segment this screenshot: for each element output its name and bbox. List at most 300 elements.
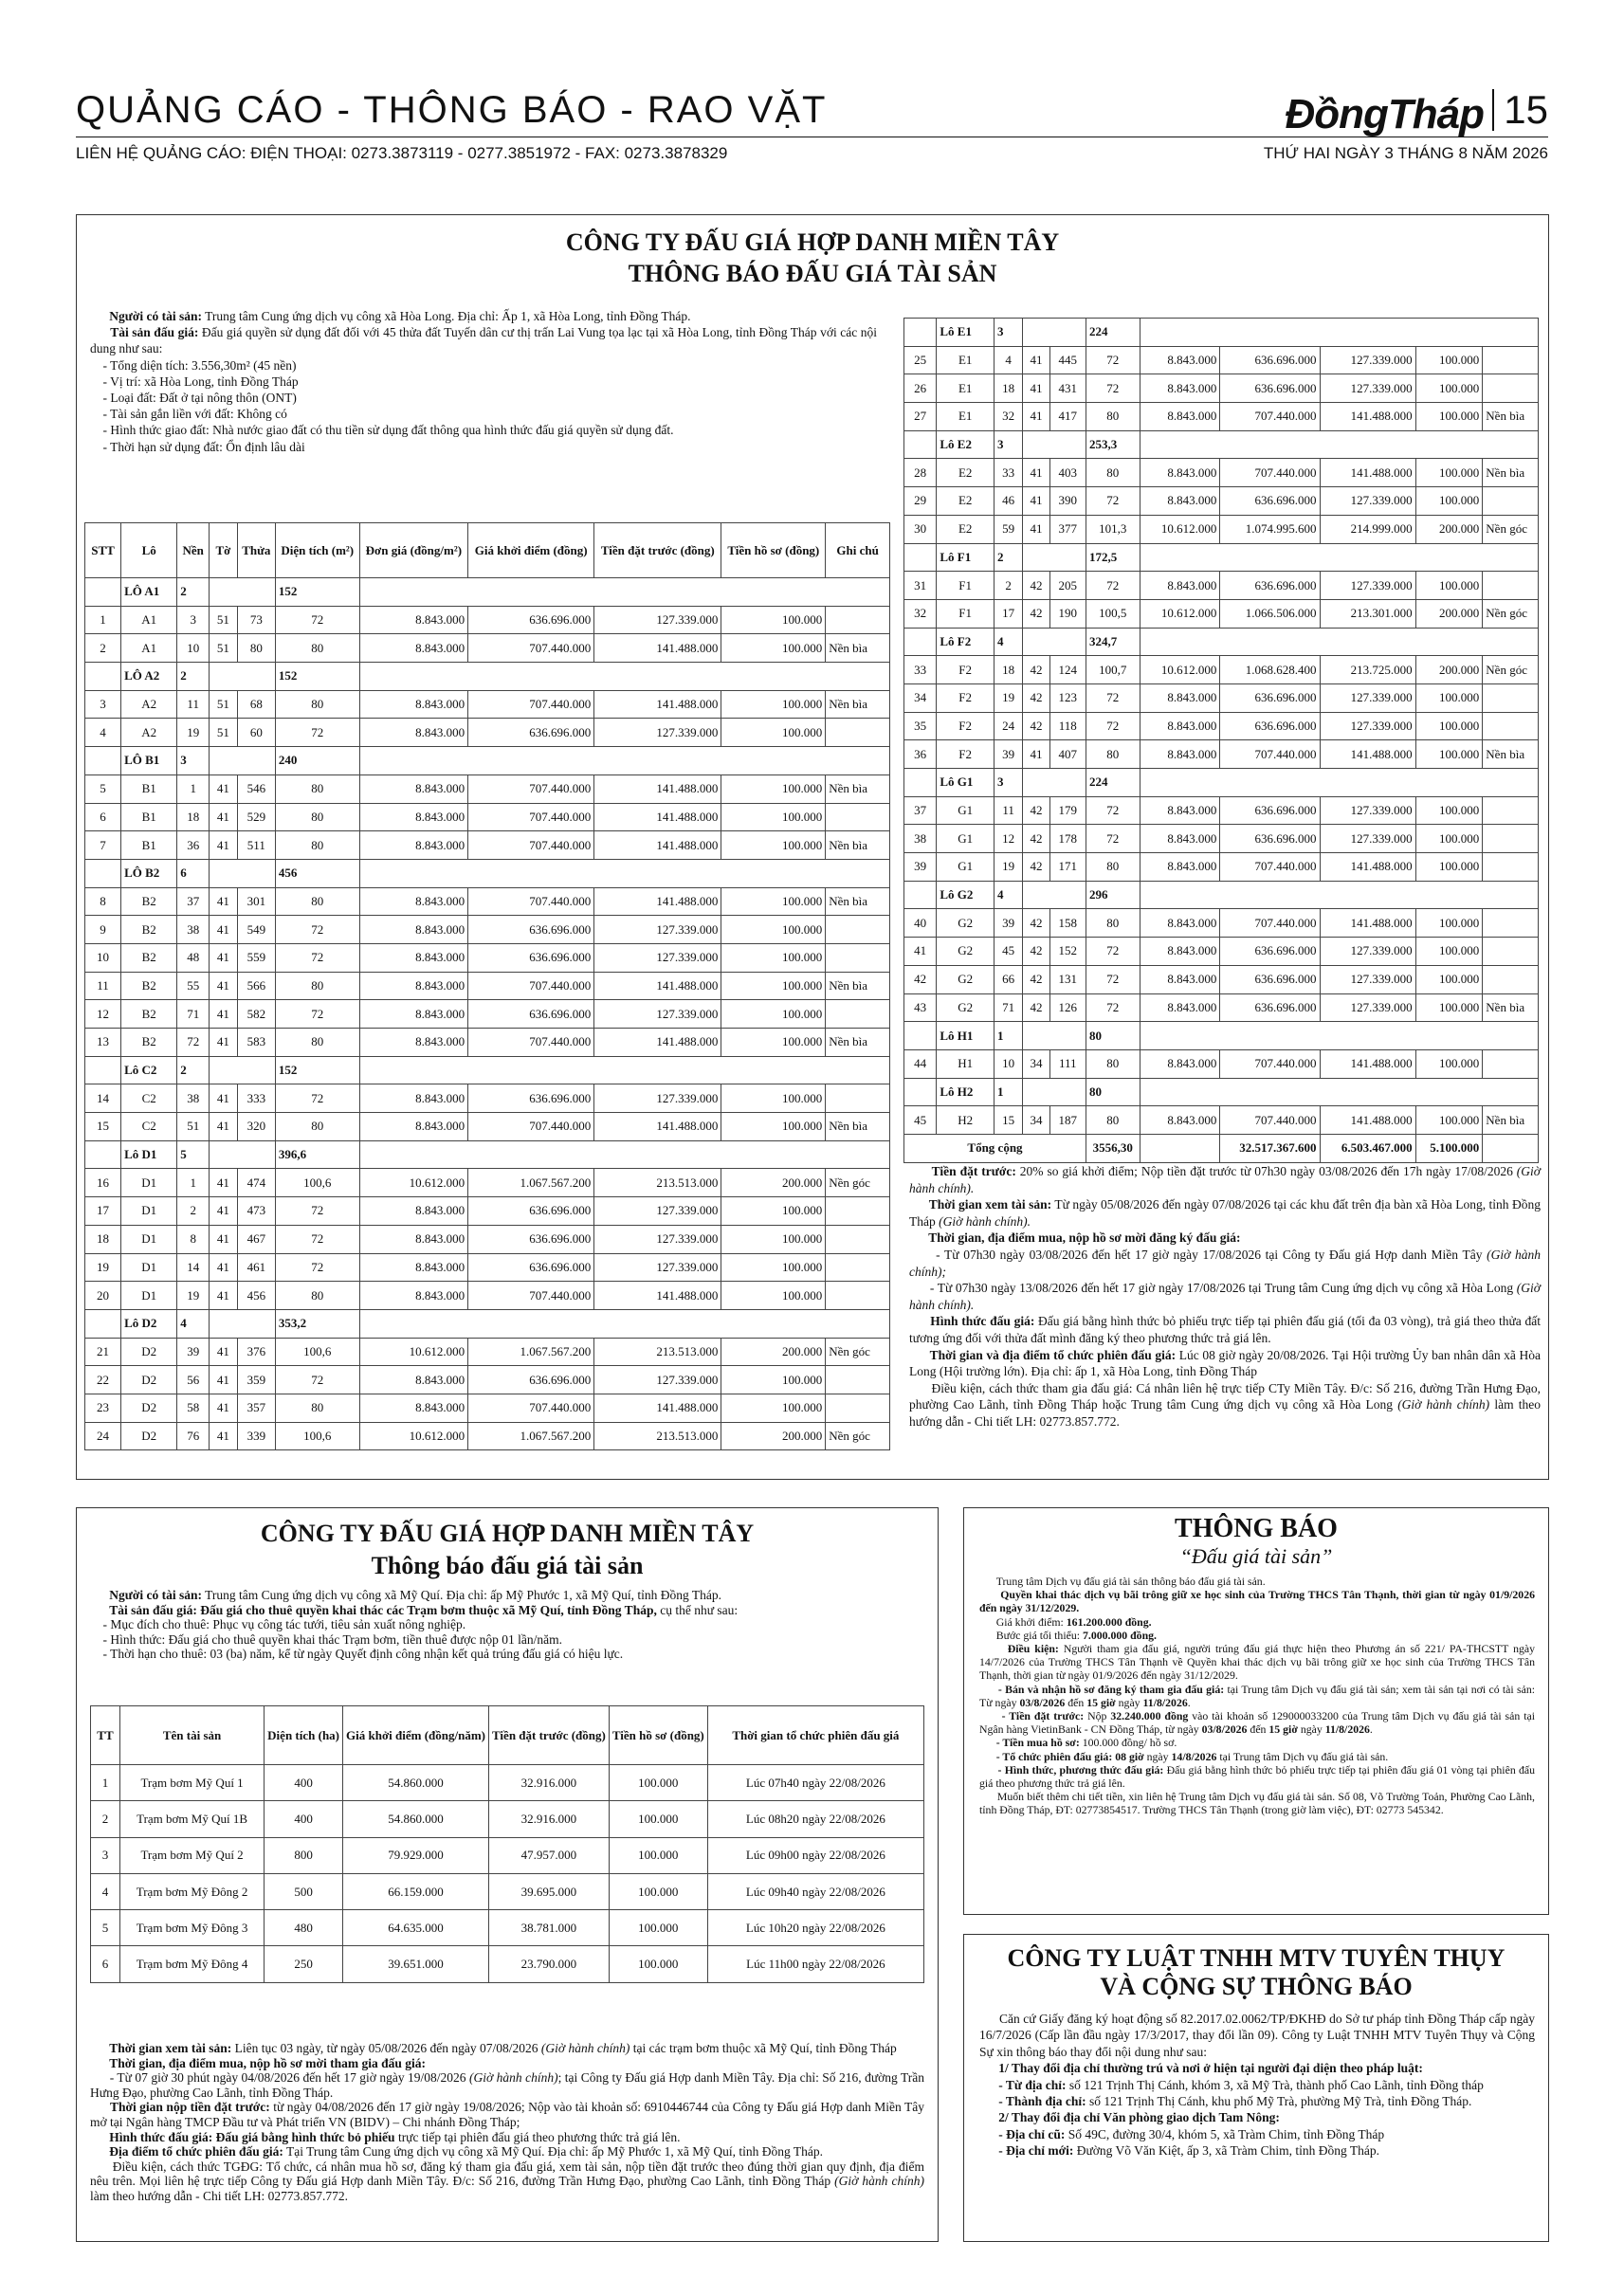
table-cell: 5	[91, 1910, 120, 1946]
table-cell: 72	[275, 606, 359, 634]
table-cell	[1140, 319, 1538, 347]
auction-notice-hoa-long	[76, 214, 1549, 1480]
table-cell: 22	[85, 1366, 121, 1394]
table-cell: 66	[994, 965, 1022, 993]
table-cell: 707.440.000	[468, 690, 594, 719]
table-cell: 190	[1049, 599, 1086, 628]
table-cell: 8.843.000	[359, 1000, 468, 1029]
table-cell: 213.301.000	[1320, 599, 1415, 628]
table-cell: 42	[1023, 683, 1049, 712]
group-count: 3	[994, 769, 1022, 797]
column-header: Diện tích (ha)	[265, 1706, 343, 1765]
table-cell: 339	[237, 1422, 275, 1450]
table-cell: 42	[1023, 796, 1049, 825]
table-cell	[359, 663, 889, 691]
total-start-price: 32.517.367.600	[1220, 1134, 1320, 1162]
group-area: 296	[1086, 881, 1140, 909]
table-cell	[1140, 543, 1538, 572]
notice-title: CÔNG TY ĐẤU GIÁ HỢP DANH MIỀN TÂY Thông báo đấu giá tài sản	[260, 1520, 755, 1579]
column-header: Thời gian tổ chức phiên đấu giá	[707, 1706, 923, 1765]
table-row	[85, 1253, 890, 1282]
table-cell	[1023, 543, 1086, 572]
table-cell: 34	[1023, 1106, 1049, 1135]
table-cell	[1483, 374, 1539, 403]
table-cell: 80	[1086, 740, 1140, 769]
group-count: 5	[177, 1140, 210, 1169]
table-cell	[1140, 1078, 1538, 1106]
table-cell: 124	[1049, 656, 1086, 684]
group-label: LÔ A1	[121, 578, 177, 607]
table-cell: 100.000	[1415, 1049, 1483, 1078]
table-cell	[826, 1366, 890, 1394]
table-cell: 178	[1049, 825, 1086, 853]
table-cell: 45	[994, 938, 1022, 966]
table-cell: 127.339.000	[594, 1253, 721, 1282]
table-cell: 100.000	[1415, 993, 1483, 1022]
table-cell: 8.843.000	[1140, 740, 1220, 769]
table-cell: 42	[1023, 938, 1049, 966]
table-cell: 80	[275, 1113, 359, 1141]
table-cell: 3	[91, 1837, 120, 1873]
table-cell: 100,7	[1086, 656, 1140, 684]
table-cell: 141.488.000	[594, 634, 721, 663]
table-cell: 37	[904, 796, 937, 825]
table-cell: 1.067.567.200	[468, 1338, 594, 1366]
group-area: 224	[1086, 769, 1140, 797]
table-cell: B2	[121, 972, 177, 1000]
table-cell: 72	[275, 1225, 359, 1253]
group-label: LÔ B1	[121, 747, 177, 775]
table-cell	[904, 881, 937, 909]
table-cell	[826, 719, 890, 747]
table-cell: 80	[1086, 909, 1140, 938]
table-cell	[210, 1309, 276, 1338]
group-count: 2	[177, 578, 210, 607]
table-cell: 13	[85, 1029, 121, 1057]
table-cell	[904, 543, 937, 572]
group-label: Lô E1	[937, 319, 994, 347]
table-cell	[1023, 1078, 1086, 1106]
table-cell	[359, 859, 889, 887]
table-cell: 8	[177, 1225, 210, 1253]
table-cell: Nền bìa	[1483, 403, 1539, 431]
table-cell: 8.843.000	[1140, 374, 1220, 403]
table-cell: 71	[994, 993, 1022, 1022]
table-row	[85, 578, 890, 607]
table-cell: F1	[937, 572, 994, 600]
table-cell	[826, 943, 890, 972]
table-cell: G2	[937, 909, 994, 938]
table-row	[904, 938, 1539, 966]
paragraph: Thời gian xem tài sản: Từ ngày 05/08/2026 đến ngày 07/08/2026 tại các khu đất trên địa bàn xã Hòa Long, tỉnh Đồng Tháp (Giờ hành chính).	[909, 1197, 1541, 1229]
table-row	[904, 487, 1539, 516]
table-cell: 8.843.000	[359, 1394, 468, 1422]
column-header: Tiền đặt trước (đồng)	[489, 1706, 610, 1765]
table-cell: 72	[275, 1366, 359, 1394]
table-cell	[359, 747, 889, 775]
table-cell: 4	[994, 346, 1022, 374]
table-cell: 141.488.000	[594, 774, 721, 803]
table-cell: 376	[237, 1338, 275, 1366]
table-cell: 100.000	[609, 1873, 707, 1909]
table-cell: 42	[1023, 572, 1049, 600]
table-cell: 100.000	[721, 1225, 826, 1253]
table-cell: Lúc 10h20 ngày 22/08/2026	[707, 1910, 923, 1946]
column-header: Tiền hồ sơ (đồng)	[609, 1706, 707, 1765]
table-cell: E2	[937, 487, 994, 516]
table-cell: 8.843.000	[1140, 459, 1220, 487]
table-cell: 8.843.000	[359, 803, 468, 831]
table-cell	[1483, 487, 1539, 516]
table-cell: 100.000	[721, 606, 826, 634]
table-cell	[826, 916, 890, 944]
table-cell: 41	[1023, 403, 1049, 431]
table-cell: 636.696.000	[1220, 346, 1320, 374]
table-cell: Nền bìa	[826, 972, 890, 1000]
table-cell: 3	[85, 690, 121, 719]
table-cell: 72	[275, 1253, 359, 1282]
table-cell: 17	[994, 599, 1022, 628]
table-cell: A2	[121, 719, 177, 747]
table-cell: 559	[237, 943, 275, 972]
table-cell: 100,6	[275, 1422, 359, 1450]
table-cell: 141.488.000	[594, 1113, 721, 1141]
table-cell: 8.843.000	[359, 943, 468, 972]
table-cell: 636.696.000	[468, 1000, 594, 1029]
group-count: 3	[177, 747, 210, 775]
table-cell: 461	[237, 1253, 275, 1282]
table-cell: 100.000	[721, 943, 826, 972]
table-row	[85, 1309, 890, 1338]
table-cell: 80	[275, 831, 359, 860]
table-cell: 16	[85, 1169, 121, 1197]
table-cell: 18	[994, 656, 1022, 684]
group-area: 152	[275, 1056, 359, 1084]
table-cell: Nền bìa	[826, 1029, 890, 1057]
table-cell: 11	[994, 796, 1022, 825]
table-cell: 529	[237, 803, 275, 831]
table-cell: Nền bìa	[826, 690, 890, 719]
table-cell: 41	[1023, 459, 1049, 487]
table-cell: 1	[91, 1765, 120, 1801]
table-cell: 101,3	[1086, 515, 1140, 543]
table-cell	[210, 859, 276, 887]
table-cell: 41	[210, 1225, 238, 1253]
table-cell: 8.843.000	[1140, 487, 1220, 516]
table-cell	[1023, 881, 1086, 909]
table-cell: 41	[1023, 740, 1049, 769]
table-row	[85, 663, 890, 691]
table-row	[904, 1049, 1539, 1078]
table-cell: 76	[177, 1422, 210, 1450]
table-cell: 10.612.000	[359, 1422, 468, 1450]
table-cell: 1.068.628.400	[1220, 656, 1320, 684]
table-cell: 707.440.000	[468, 634, 594, 663]
table-cell: 8.843.000	[359, 1084, 468, 1113]
table-cell	[826, 1225, 890, 1253]
table-cell: 41	[210, 1253, 238, 1282]
table-cell: 171	[1049, 853, 1086, 882]
table-cell: 2	[177, 1197, 210, 1226]
table-cell: 445	[1049, 346, 1086, 374]
table-cell: 80	[275, 887, 359, 916]
table-row	[85, 887, 890, 916]
table-cell: 42	[1023, 656, 1049, 684]
table-cell: Lúc 09h40 ngày 22/08/2026	[707, 1873, 923, 1909]
table-cell: 10.612.000	[1140, 599, 1220, 628]
table-cell: 30	[904, 515, 937, 543]
table-row	[904, 319, 1539, 347]
paragraph: - Từ 07h30 ngày 03/08/2026 đến hết 17 giờ ngày 17/08/2026 tại Công ty Đấu giá Hợp danh Miền Tây (Giờ hành chính);	[909, 1247, 1542, 1279]
table-cell: 431	[1049, 374, 1086, 403]
table-row	[904, 881, 1539, 909]
table-row	[85, 747, 890, 775]
column-header: Tiền hồ sơ (đồng)	[721, 523, 826, 578]
table-cell: 2	[91, 1801, 120, 1837]
column-header: Diện tích (m²)	[275, 523, 359, 578]
table-cell	[359, 1056, 889, 1084]
paragraph: - Hình thức, phương thức đấu giá: Đấu giá bằng hình thức bỏ phiếu trực tiếp tại phiên đấu giá 01 vòng tại phiên đấu giá theo phương thức trả giá lên.	[979, 1762, 1536, 1791]
table-cell: 41	[210, 1197, 238, 1226]
group-area: 456	[275, 859, 359, 887]
group-count: 3	[994, 319, 1022, 347]
table-cell: 6	[91, 1946, 120, 1982]
table-cell: 42	[1023, 825, 1049, 853]
table-cell: 20	[85, 1282, 121, 1310]
table-row	[85, 606, 890, 634]
table-cell: 100.000	[721, 1000, 826, 1029]
group-label: LÔ B2	[121, 859, 177, 887]
paragraph: Quyền khai thác dịch vụ bãi trông giữ xe học sinh của Trường THCS Tân Thạnh, thời gian từ ngày 01/9/2026 đến ngày 31/12/2029.	[979, 1588, 1535, 1615]
page-number: 15	[1492, 89, 1548, 131]
table-cell: 511	[237, 831, 275, 860]
table-cell: 141.488.000	[594, 1029, 721, 1057]
table-row	[904, 965, 1539, 993]
table-cell: 43	[904, 993, 937, 1022]
table-cell: 333	[237, 1084, 275, 1113]
table-row	[85, 1394, 890, 1422]
column-header: Tờ	[210, 523, 238, 578]
table-cell: 18	[85, 1225, 121, 1253]
table-cell: 33	[904, 656, 937, 684]
table-cell: 636.696.000	[468, 1197, 594, 1226]
table-cell: 42	[1023, 993, 1049, 1022]
table-row	[904, 825, 1539, 853]
table-row	[85, 1169, 890, 1197]
table-cell: 80	[275, 774, 359, 803]
table-cell: 8.843.000	[359, 831, 468, 860]
table-cell: 68	[237, 690, 275, 719]
table-cell: 32	[904, 599, 937, 628]
table-cell: 71	[177, 1000, 210, 1029]
table-cell: 100.000	[1415, 740, 1483, 769]
table-cell: 200.000	[721, 1338, 826, 1366]
table-cell: 72	[275, 1084, 359, 1113]
table-cell: 636.696.000	[468, 1084, 594, 1113]
notice-terms	[909, 1163, 1541, 1430]
table-row	[904, 599, 1539, 628]
table-cell	[1023, 1022, 1086, 1050]
table-cell: 17	[85, 1197, 121, 1226]
table-cell	[85, 1309, 121, 1338]
table-cell: 100.000	[609, 1910, 707, 1946]
table-cell: 51	[210, 606, 238, 634]
table-row	[904, 796, 1539, 825]
table-cell: 38.781.000	[489, 1910, 610, 1946]
table-cell: 80	[1086, 853, 1140, 882]
auction-notice-my-qui	[76, 1507, 939, 2242]
group-area: 172,5	[1086, 543, 1140, 572]
table-row	[85, 690, 890, 719]
group-count: 6	[177, 859, 210, 887]
table-row	[904, 628, 1539, 656]
table-cell: 32.916.000	[489, 1801, 610, 1837]
group-count: 1	[994, 1022, 1022, 1050]
table-cell: 42	[1023, 599, 1049, 628]
table-cell: 14	[85, 1084, 121, 1113]
paragraph: Giá khởi điểm: 161.200.000 đồng.	[995, 1614, 1152, 1629]
table-row	[91, 1801, 924, 1837]
table-cell	[1483, 825, 1539, 853]
table-cell: 200.000	[1415, 599, 1483, 628]
table-cell: 80	[1086, 1106, 1140, 1135]
table-cell: 8.843.000	[1140, 346, 1220, 374]
table-cell: 200.000	[721, 1422, 826, 1450]
table-cell: 636.696.000	[468, 943, 594, 972]
table-cell: 636.696.000	[468, 1366, 594, 1394]
table-cell	[85, 747, 121, 775]
table-cell: 15	[994, 1106, 1022, 1135]
table-cell: H1	[937, 1049, 994, 1078]
table-cell	[1140, 1134, 1220, 1162]
table-row	[85, 1422, 890, 1450]
table-cell: 72	[275, 1197, 359, 1226]
column-header: Lô	[121, 523, 177, 578]
table-cell: 100.000	[1415, 572, 1483, 600]
group-area: 253,3	[1086, 430, 1140, 459]
table-cell: 2	[994, 572, 1022, 600]
table-cell: 7	[85, 831, 121, 860]
table-cell: 118	[1049, 712, 1086, 740]
table-cell: 12	[85, 1000, 121, 1029]
table-cell: Nền góc	[1483, 599, 1539, 628]
column-header: Ghi chú	[826, 523, 890, 578]
table-cell: 41	[1023, 374, 1049, 403]
table-cell: Trạm bơm Mỹ Đông 3	[119, 1910, 264, 1946]
table-cell: 8.843.000	[1140, 825, 1220, 853]
column-header: TT	[91, 1706, 120, 1765]
table-cell: 707.440.000	[468, 1282, 594, 1310]
table-cell: 55	[177, 972, 210, 1000]
table-cell: 8.843.000	[359, 1253, 468, 1282]
table-cell: Trạm bơm Mỹ Đông 4	[119, 1946, 264, 1982]
group-label: Lô H1	[937, 1022, 994, 1050]
column-header: Giá khởi điểm (đồng/năm)	[343, 1706, 489, 1765]
table-cell: 45	[904, 1106, 937, 1135]
table-cell	[359, 578, 889, 607]
table-cell: 187	[1049, 1106, 1086, 1135]
table-cell: 72	[1086, 712, 1140, 740]
group-label: Lô D1	[121, 1140, 177, 1169]
paragraph: Điều kiện, cách thức TGĐG: Tổ chức, cá nhân mua hồ sơ, đăng ký tham gia đấu giá, xem tài sản, nộp tiền đặt trước theo đúng thời gian quy định, địa điểm nêu trên. Mọi liên hệ trực tiếp Công ty Đấu giá Hợp danh Miền Tây. Đ/c: Số 216, đường Trần Hưng Đạo, phường Cao Lãnh, tỉnh Đồng Tháp (Giờ hành chính) làm theo hướng dẫn - Chi tiết LH: 02773.857.772.	[90, 2159, 924, 2203]
table-cell: D1	[121, 1253, 177, 1282]
paragraph: Thời gian, địa điểm mua, nộp hồ sơ mời tham gia đấu giá:	[109, 2055, 426, 2070]
table-cell	[1483, 796, 1539, 825]
table-cell: 41	[210, 1029, 238, 1057]
table-cell: 357	[237, 1394, 275, 1422]
table-cell: 100.000	[1415, 853, 1483, 882]
table-cell: 58	[177, 1394, 210, 1422]
table-cell: 32.916.000	[489, 1765, 610, 1801]
table-row	[91, 1765, 924, 1801]
paragraph: Điều kiện, cách thức tham gia đấu giá: Cá nhân liên hệ trực tiếp CTy Miền Tây. Đ/c: Số 216, đường Trần Hưng Đạo, phường Cao Lãnh, tỉnh Đồng Tháp hoặc Trung tâm Cung ứng dịch vụ công xã Hòa Long (Giờ hành chính) làm theo hướng dẫn - Chi tiết LH: 02773.857.772.	[909, 1380, 1542, 1429]
table-cell: 636.696.000	[1220, 938, 1320, 966]
table-cell: 127.339.000	[1320, 712, 1415, 740]
table-cell: 707.440.000	[468, 1394, 594, 1422]
table-cell: 41	[210, 1338, 238, 1366]
table-cell: 707.440.000	[468, 831, 594, 860]
group-count: 4	[994, 628, 1022, 656]
table-cell: G1	[937, 825, 994, 853]
table-cell: 100.000	[721, 1366, 826, 1394]
table-cell: 41	[904, 938, 937, 966]
table-cell: C2	[121, 1113, 177, 1141]
notice-intro: Người có tài sản: Trung tâm Cung ứng dịch vụ công xã Hòa Long. Địa chỉ: Ấp 1, xã Hòa Long, tỉnh Đồng Tháp. Tài sản đấu giá: Đấu giá quyền sử dụng đất đối với 45 thửa đất Tuyến dân cư thị trấn Lai Vung tọa lạc tại xã Hòa Long, tỉnh Đồng Tháp với các nội dung như sau: - Tổng diện tích: 3.556,30m² (45 nền) - Vị trí: xã Hòa Long, tỉnh Đồng Tháp - Loại đất: Đất ở tại nông thôn (ONT) - Tài sản gắn liền với đất: Không có - Hình thức giao đất: Nhà nước giao đất có thu tiền sử dụng đất thông qua hình thức đấu giá quyền sử dụng đất. - Thời hạn sử dụng đất: Ổn định lâu dài	[90, 309, 878, 454]
table-cell: A1	[121, 634, 177, 663]
table-cell: 100.000	[721, 831, 826, 860]
table-cell: 707.440.000	[1220, 403, 1320, 431]
table-row	[904, 572, 1539, 600]
table-cell: D1	[121, 1225, 177, 1253]
table-cell: 15	[85, 1113, 121, 1141]
table-cell: 31	[904, 572, 937, 600]
table-cell: F2	[937, 656, 994, 684]
table-cell: 123	[1049, 683, 1086, 712]
table-cell	[1023, 430, 1086, 459]
table-row	[904, 1106, 1539, 1135]
table-cell: Nền góc	[826, 1338, 890, 1366]
table-cell	[1140, 628, 1538, 656]
table-cell: 100.000	[721, 1029, 826, 1057]
table-cell: 8.843.000	[359, 1113, 468, 1141]
paragraph: Thời gian, địa điểm mua, nộp hồ sơ mời đăng ký đấu giá:	[928, 1230, 1241, 1246]
table-cell	[1140, 430, 1538, 459]
table-cell: 80	[275, 972, 359, 1000]
table-cell: 10.612.000	[1140, 656, 1220, 684]
table-cell	[210, 663, 276, 691]
table-cell: Lúc 09h00 ngày 22/08/2026	[707, 1837, 923, 1873]
table-cell: E1	[937, 403, 994, 431]
table-cell: B2	[121, 887, 177, 916]
ad-contact: LIÊN HỆ QUẢNG CÁO: ĐIỆN THOẠI: 0273.3873119 - 0277.3851972 - FAX: 0273.3878329	[76, 144, 728, 162]
table-cell: 38	[904, 825, 937, 853]
table-row	[91, 1946, 924, 1982]
table-cell: 72	[1086, 683, 1140, 712]
table-cell: 36	[904, 740, 937, 769]
table-cell	[1483, 909, 1539, 938]
group-count: 2	[177, 663, 210, 691]
table-cell: Nền bìa	[826, 831, 890, 860]
table-row	[904, 853, 1539, 882]
table-cell: 707.440.000	[1220, 909, 1320, 938]
table-cell: 72	[275, 719, 359, 747]
table-cell: G2	[937, 993, 994, 1022]
table-cell: 72	[1086, 487, 1140, 516]
table-cell: 41	[210, 774, 238, 803]
table-cell: 100.000	[1415, 796, 1483, 825]
table-cell: H2	[937, 1106, 994, 1135]
table-cell: 100.000	[1415, 825, 1483, 853]
